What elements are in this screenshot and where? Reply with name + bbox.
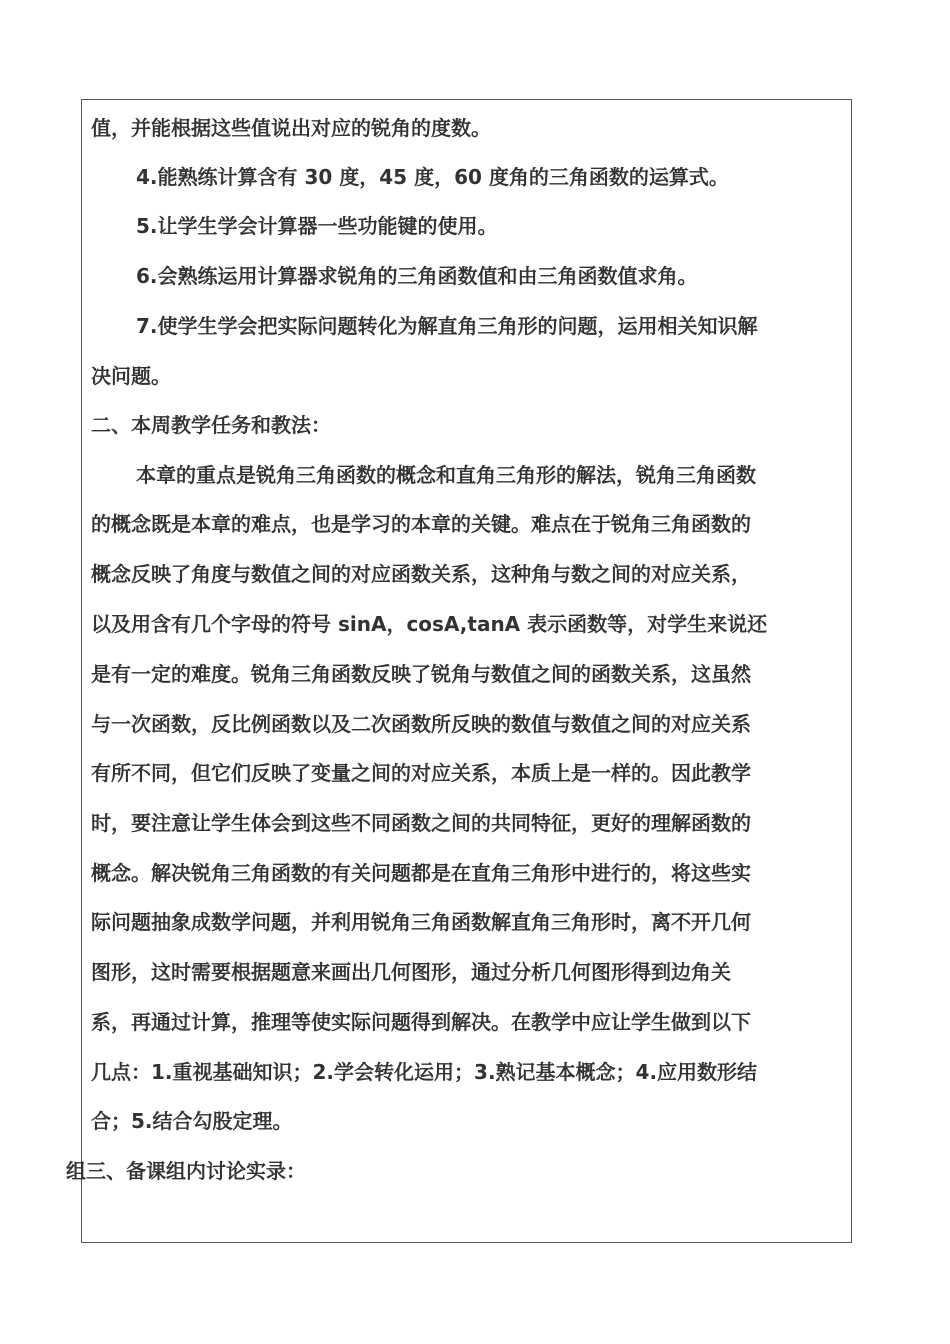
text-line: 决问题。 (91, 364, 171, 388)
text-line: 时，要注意让学生体会到这些不同函数之间的共同特征，更好的理解函数的 (91, 811, 751, 835)
text-line: 概念反映了角度与数值之间的对应函数关系，这种角与数之间的对应关系， (91, 562, 751, 586)
text-line: 与一次函数，反比例函数以及二次函数所反映的数值与数值之间的对应关系 (91, 712, 751, 736)
text-line: 的概念既是本章的难点，也是学习的本章的关键。难点在于锐角三角函数的 (91, 512, 751, 536)
text-line: 6.会熟练运用计算器求锐角的三角函数值和由三角函数值求角。 (136, 264, 698, 288)
text-line: 以及用含有几个字母的符号 sinA，cosA,tanA 表示函数等，对学生来说还 (91, 612, 768, 636)
text-line: 系，再通过计算，推理等使实际问题得到解决。在教学中应让学生做到以下 (91, 1010, 751, 1034)
text-line: 7.使学生学会把实际问题转化为解直角三角形的问题，运用相关知识解 (136, 314, 758, 338)
section-heading: 组三、备课组内讨论实录： (66, 1159, 306, 1183)
text-line: 本章的重点是锐角三角函数的概念和直角三角形的解法，锐角三角函数 (136, 463, 756, 487)
text-line: 图形，这时需要根据题意来画出几何图形，通过分析几何图形得到边角关 (91, 960, 731, 984)
text-line: 合；5.结合勾股定理。 (91, 1109, 293, 1133)
text-line: 值，并能根据这些值说出对应的锐角的度数。 (91, 116, 491, 140)
text-line: 4.能熟练计算含有 30 度，45 度，60 度角的三角函数的运算式。 (136, 165, 729, 189)
text-line: 际问题抽象成数学问题，并利用锐角三角函数解直角三角形时，离不开几何 (91, 910, 751, 934)
text-line: 概念。解决锐角三角函数的有关问题都是在直角三角形中进行的，将这些实 (91, 861, 751, 885)
text-line: 几点：1.重视基础知识；2.学会转化运用；3.熟记基本概念；4.应用数形结 (91, 1060, 758, 1084)
text-line: 是有一定的难度。锐角三角函数反映了锐角与数值之间的函数关系，这虽然 (91, 662, 751, 686)
section-heading: 二、本周教学任务和教法： (91, 413, 331, 437)
text-line: 5.让学生学会计算器一些功能键的使用。 (136, 214, 498, 238)
text-line: 有所不同，但它们反映了变量之间的对应关系，本质上是一样的。因此教学 (91, 761, 751, 785)
